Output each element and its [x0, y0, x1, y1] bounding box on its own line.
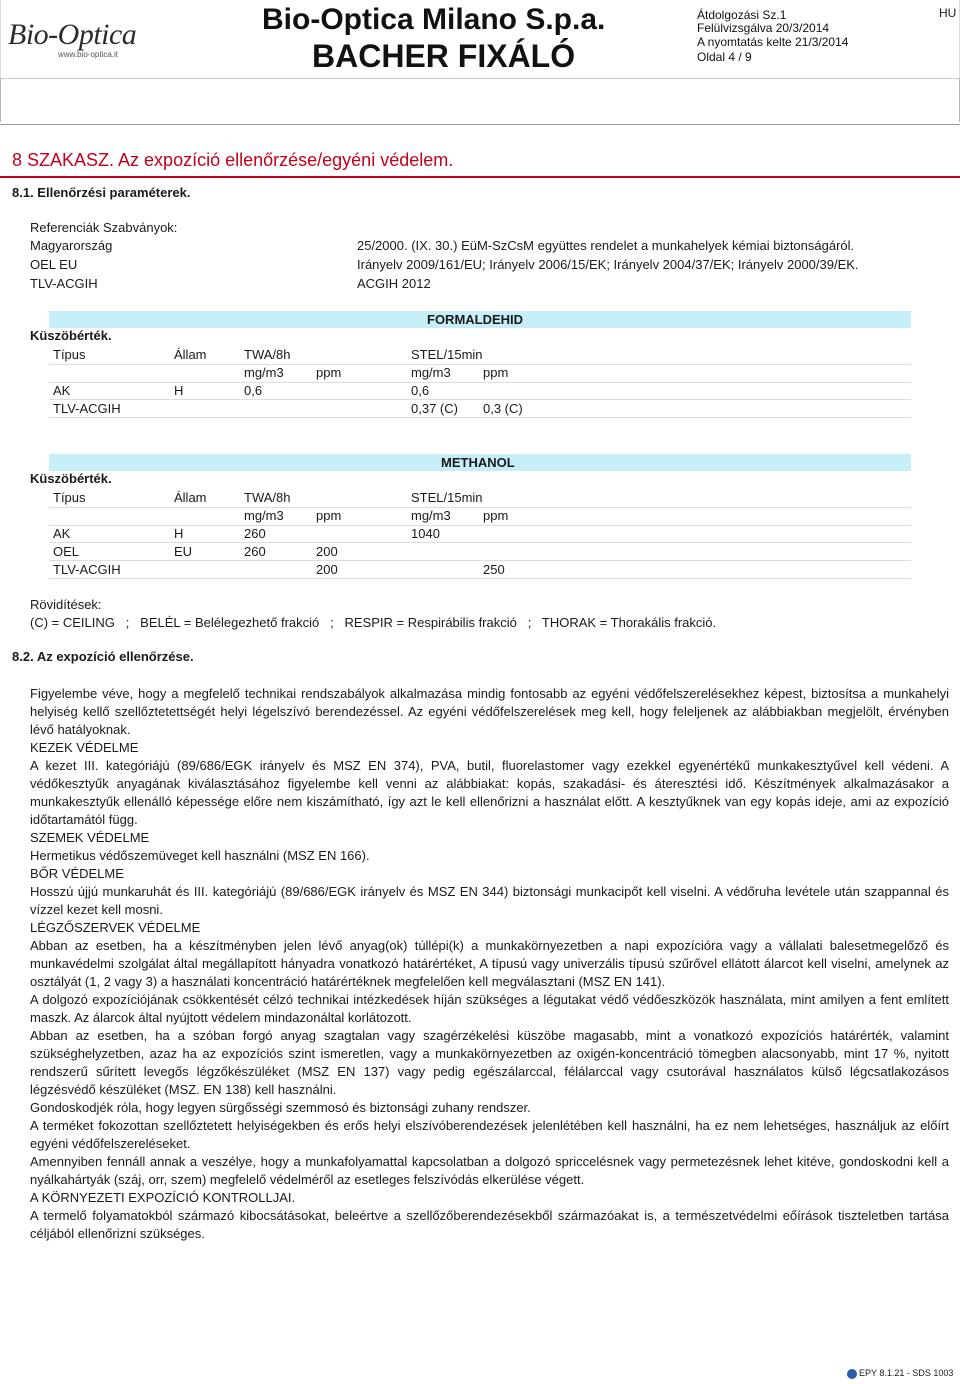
- col-header: STEL/15min: [411, 490, 483, 505]
- table-cell: EU: [174, 544, 193, 559]
- table-cell: AK: [53, 526, 71, 541]
- table-cell: 0,3 (C): [483, 401, 523, 416]
- section-title: 8 SZAKASZ. Az expozíció ellenőrzése/egyéni védelem.: [12, 150, 454, 170]
- unit-header: mg/m3: [244, 365, 284, 380]
- abbreviations-label: Rövidítések:: [30, 597, 102, 612]
- reference-value: ACGIH 2012: [357, 276, 431, 291]
- language-code: HU: [939, 6, 957, 20]
- col-header: TWA/8h: [244, 490, 291, 505]
- table-cell: 260: [244, 544, 266, 559]
- section-underline: [0, 176, 960, 178]
- unit-header: mg/m3: [411, 365, 451, 380]
- abbreviations-text: (C) = CEILING ; BELÉL = Belélegezhető frakció ; RESPIR = Respirábilis frakció ; THORAK = Thorakális frakció.: [30, 615, 717, 630]
- table-cell: 200: [316, 544, 338, 559]
- paragraph: A terméket fokozottan szellőztetett helyiségekben és erős helyi elszívóberendezések jelenlétében kell használni, ha ez nem lehetséges, használjuk az előírt egyéni védőfelszereléseket.: [30, 1118, 949, 1151]
- table-cell: H: [174, 526, 184, 541]
- paragraph: Abban az esetben, ha a készítményben jelen lévő anyag(ok) túllépi(k) a munkakörnyezetben a napi expozícióra vagy a vállalati balesetmegelőző és munkavédelmi szolgálat által megállapított hányadra vonatkozó határértéket, A típusú vagy univerzális típusú szűrővel ellátott álarcot kell viselni, amelynek az osztályát (1, 2 vagy 3) a használati koncentráció határértéknek megfelelően kell megválasztani (MSZ EN 141).: [30, 938, 949, 989]
- print-date: A nyomtatás kelte 21/3/2014: [697, 35, 849, 49]
- table-cell: TLV-ACGIH: [53, 401, 121, 416]
- col-header: Típus: [53, 347, 86, 362]
- table-cell: AK: [53, 383, 71, 398]
- paragraph: Hosszú újjú munkaruhát és III. kategóriájú (89/686/EGK irányelv és MSZ EN 344) biztonsági munkacipőt kell viselni. A védőruha levétele után szappannal és vízzel kezet kell mosni.: [30, 884, 949, 917]
- paragraph: A dolgozó expozíciójának csökkentését célzó technikai intézkedések híján szükséges a légutakat védő védőeszközök használata, mint amilyen a fent említett maszk. Az álarcok által nyújtott védelem mindazonáltal korlátozott.: [30, 992, 949, 1025]
- heading-skin-protection: BŐR VÉDELME: [30, 866, 124, 881]
- references-label: Referenciák Szabványok:: [30, 220, 178, 235]
- subsection-title-8-1: 8.1. Ellenőrzési paraméterek.: [12, 185, 191, 200]
- table-cell: 0,6: [244, 383, 263, 398]
- unit-header: ppm: [483, 365, 509, 380]
- col-header: Állam: [174, 490, 207, 505]
- company-name: Bio-Optica Milano S.p.a.: [262, 3, 606, 36]
- heading-eye-protection: SZEMEK VÉDELME: [30, 830, 150, 845]
- revision: Átdolgozási Sz.1: [697, 8, 787, 22]
- company-logo: [8, 20, 183, 60]
- col-header: Állam: [174, 347, 207, 362]
- reference-value: Irányelv 2009/161/EU; Irányelv 2006/15/EK; Irányelv 2004/37/EK; Irányelv 2000/39/EK.: [357, 257, 859, 272]
- paragraph: A kezet III. kategóriájú (89/686/EGK irányelv és MSZ EN 374), PVA, butil, fluorelastomer vagy ezekkel egyenértékű munkakesztyűvel kell védeni. A védőkesztyűk anyagának kiválasztásához figyelembe kell venni az alábbiakat: kopás, szakadási- és áteresztési idő. Készítmények alkalmazásakor a munkakesztyűk ellenálló képessége előre nem kiszámítható, így azt le kell ellenőrizni a használat előtt. A kesztyűknek van egy kopás ideje, ami az expozíció időtartamától függ.: [30, 758, 949, 827]
- table-cell: OEL: [53, 544, 80, 559]
- footer: [847, 1368, 953, 1379]
- heading-respiratory-protection: LÉGZŐSZERVEK VÉDELME: [30, 920, 201, 935]
- substance-name: FORMALDEHID: [427, 312, 524, 327]
- row-divider: [49, 578, 911, 579]
- table-cell: 260: [244, 526, 266, 541]
- logo-url: www.bio-optica.it: [58, 50, 119, 59]
- subsection-title-8-2: 8.2. Az expozíció ellenőrzése.: [12, 649, 194, 664]
- paragraph: Figyelembe véve, hogy a megfelelő technikai rendszabályok alkalmazása mindig fontosabb az egyéni védőfelszerelésekhez képest, biztosítsa a munkahelyi helyiség kellő szellőztetettségét helyi légelszívó berendezéssel. Az egyéni védőfelszerelések meg kell, hogy feleljenek az alábbiakban megjelölt, érvényben lévő hatályoknak.: [30, 686, 949, 737]
- review-date: Felülvizsgálva 20/3/2014: [697, 21, 830, 35]
- reference-key: Magyarország: [30, 238, 113, 253]
- page-number: Oldal 4 / 9: [697, 50, 752, 64]
- table-cell: 0,37 (C): [411, 401, 458, 416]
- col-header: Típus: [53, 490, 86, 505]
- product-name: BACHER FIXÁLÓ: [312, 38, 576, 74]
- table-cell: 200: [316, 562, 338, 577]
- paragraph: Abban az esetben, ha a szóban forgó anyag szagtalan vagy szagérzékelési küszöbe magasabb, mint a vonatkozó expozíciós határérték, valamint szükséghelyzetben, azaz ha az expozíciós szint ismeretlen, vagy a munkakörnyezetben az oxigén-koncentráció tömegben alacsonyabb, mint 17 %, nyitott rendszerű sűrített levegős légzőkészüléket (MSZ EN 137) vagy pedig egészálarccal, félálarccal vagy csutorával használatos külső légcsatlakozásos légzésvédő készüléket (MSZ. EN 138) kell használni.: [30, 1028, 949, 1097]
- col-header: TWA/8h: [244, 347, 291, 362]
- reference-key: OEL EU: [30, 257, 78, 272]
- exposure-control-text: [30, 685, 949, 1243]
- paragraph: Amennyiben fennáll annak a veszélye, hogy a munkafolyamattal kapcsolatban a dolgozó spriccelésnek vagy permetezésnek lehet kitéve, gondoskodni kell a nyálkahártyák (száj, orr, szem) megfelelő védelméről az esetleges felszívódás elkerülése végett.: [30, 1154, 949, 1187]
- table-cell: 1040: [411, 526, 440, 541]
- col-header: STEL/15min: [411, 347, 483, 362]
- heading-hand-protection: KEZEK VÉDELME: [30, 740, 139, 755]
- threshold-label: Küszöbérték.: [30, 471, 112, 486]
- row-divider: [49, 417, 911, 418]
- unit-header: ppm: [483, 508, 509, 523]
- substance-name: METHANOL: [441, 455, 515, 470]
- table-cell: 250: [483, 562, 505, 577]
- table-cell: 0,6: [411, 383, 430, 398]
- header-spacer: [0, 78, 960, 122]
- logo-text: Bio-Optica: [8, 18, 137, 51]
- unit-header: ppm: [316, 508, 342, 523]
- unit-header: mg/m3: [244, 508, 284, 523]
- paragraph: A termelő folyamatokból származó kibocsátásokat, beleértve a szellőzőberendezésekből származóakat is, a természetvédelmi eőírások tiszteletben tartása céljából ellenőrizni szükséges.: [30, 1208, 949, 1241]
- unit-header: ppm: [316, 365, 342, 380]
- paragraph: Gondoskodjék róla, hogy legyen sürgősségi szemmosó és biztonsági zuhany rendszer.: [30, 1100, 531, 1115]
- substance-header: [49, 311, 911, 328]
- row-divider: [49, 542, 911, 543]
- row-divider: [49, 364, 911, 365]
- heading-environmental-exposure: A KÖRNYEZETI EXPOZÍCIÓ KONTROLLJAI.: [30, 1190, 296, 1205]
- footer-logo-icon: [847, 1369, 857, 1379]
- table-cell: TLV-ACGIH: [53, 562, 121, 577]
- row-divider: [49, 507, 911, 508]
- paragraph: Hermetikus védőszemüveget kell használni (MSZ EN 166).: [30, 848, 370, 863]
- reference-key: TLV-ACGIH: [30, 276, 98, 291]
- table-cell: H: [174, 383, 184, 398]
- reference-value: 25/2000. (IX. 30.) EüM-SzCsM együttes rendelet a munkahelyek kémiai biztonságáról.: [357, 238, 855, 253]
- row-divider: [49, 399, 911, 400]
- threshold-label: Küszöbérték.: [30, 328, 112, 343]
- row-divider: [49, 560, 911, 561]
- unit-header: mg/m3: [411, 508, 451, 523]
- substance-header: [49, 454, 911, 471]
- footer-code: EPY 8.1.21 - SDS 1003: [859, 1368, 954, 1378]
